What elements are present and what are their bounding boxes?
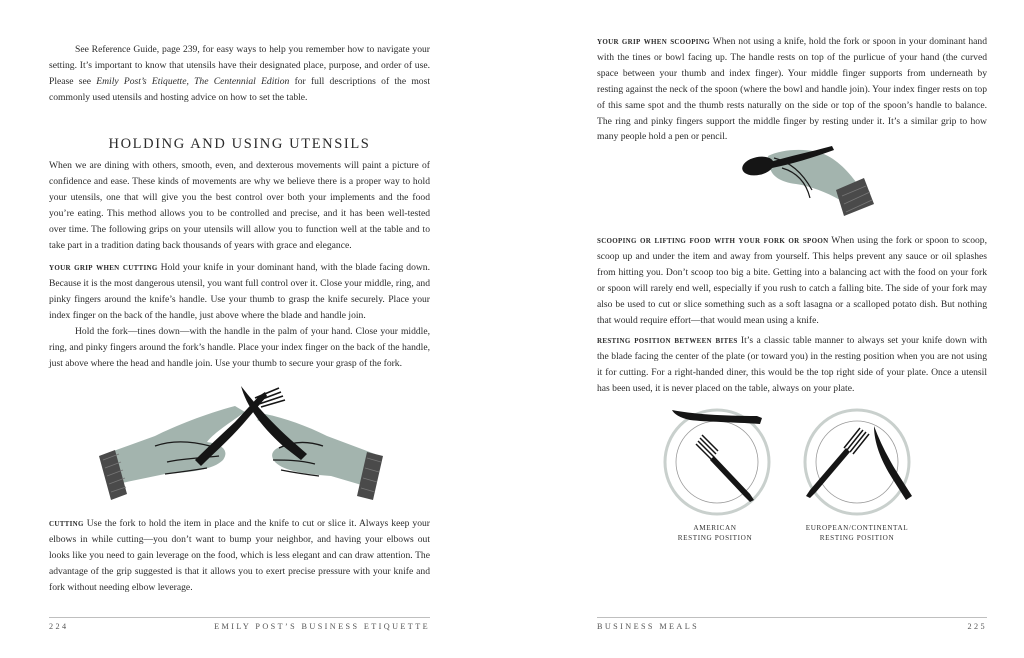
run-in-head: scooping or lifting food with your fork or spoon bbox=[597, 235, 829, 246]
paragraph-scooping-lifting bbox=[597, 233, 987, 328]
paragraph-cutting bbox=[49, 516, 430, 596]
paragraph-text: Hold your knife in your dominant hand, with the blade facing down. Because it is the most dangerous utensil, you want full control over it. Close your middle, ring, and pinky fingers around the knife’s handle. Use your thumb to grasp the knife securely. Place your index finger on the back of the handle, just above where the blade and handle join. bbox=[49, 262, 431, 321]
intro-text: See Reference Guide, page 239, for easy ways to help you remember how to navigate your setting. It’s important to know that utensils have their designated place, purpose, and order of use. Please see bbox=[49, 44, 430, 87]
american-resting-position-illustration bbox=[662, 404, 772, 514]
running-title: EMILY POST’S BUSINESS ETIQUETTE bbox=[214, 622, 430, 631]
run-in-head: cutting bbox=[49, 518, 84, 529]
american-caption bbox=[660, 523, 770, 543]
paragraph-resting bbox=[597, 333, 987, 397]
paragraph-text: When using the fork or spoon to scoop, scoop up and under the item and away from yourself. This helps prevent any sauce or oil splashes from hitting you. Don’t scoop too big a bite. Getting into a balancing act with the food on your fork or spoon will rarely end well, especially if you rush to catch a falling bite. The side of your fork may also be used to cut or slice something such as a soft lasagna or a scalloped potato dish. But nothing that would require effort—that would mean using a knife. bbox=[597, 235, 987, 326]
running-title: BUSINESS MEALS bbox=[597, 622, 700, 631]
caption-line: RESTING POSITION bbox=[819, 534, 895, 542]
intro-text-end: for full descriptions of the most commonly used utensils and hosting advice on how to set the table. bbox=[49, 75, 430, 103]
page-number: 224 bbox=[49, 622, 69, 631]
book-title-italic: Emily Post’s Etiquette, The Centennial Edition bbox=[96, 75, 290, 87]
run-in-head: resting position between bites bbox=[597, 335, 738, 346]
left-hand-with-fork bbox=[99, 388, 285, 500]
right-page bbox=[512, 0, 1024, 658]
paragraph-text: When not using a knife, hold the fork or spoon in your dominant hand with the tines or bowl facing up. The handle rests on top of the purlicue of your hand (the curved space between your thumb and index finger). Your middle finger supports from underneath by resting against the neck of the spoon (where the bowl and handle join). Your index finger rests on top of this same spot and the thumb rests naturally on the side or top of the spoon’s handle to balance. The ring and pinky fingers support the middle finger by resting under it. It’s a similar grip to how many people hold a pen or pencil. bbox=[597, 36, 987, 143]
footer-rule bbox=[597, 617, 987, 618]
page-number: 225 bbox=[967, 622, 987, 631]
footer-rule bbox=[49, 617, 430, 618]
caption-line: EUROPEAN/CONTINENTAL bbox=[805, 524, 909, 532]
caption-line: AMERICAN bbox=[693, 524, 737, 532]
paragraph-intro-holding: When we are dining with others, smooth, even, and dexterous movements will paint a picture of confidence and ease. These kinds of movements are why we believe there is a proper way to hold your utensils, one that will give you the best control over both your implements and the food you’re eating. This method allows you to be controlled and precise, and it has been well-tested over time. The following grips on your utensils will allow you to function well at the table and to take part in a tradition dating back thousands of years with grace and elegance. bbox=[49, 160, 430, 251]
paragraph-grip-scooping bbox=[597, 34, 987, 145]
hands-holding-fork-and-knife-illustration bbox=[95, 384, 385, 506]
hand-holding-spoon-illustration bbox=[740, 142, 880, 222]
section-heading: HOLDING AND USING UTENSILS bbox=[108, 136, 371, 152]
paragraph-text: It’s a classic table manner to always set your knife down with the blade facing the center of the plate (or toward you) in the resting position when you are not using it for cutting. For a right-handed diner, this would be the top right side of your plate. Once a utensil has been used, it is never placed on the table, always on your plate. bbox=[597, 335, 987, 394]
paragraph-grip-fork: Hold the fork—tines down—with the handle in the palm of your hand. Close your middle, ring, and pinky fingers around the fork’s handle. Place your index finger on the back of the handle, just above where the head and handle join. Use your thumb to secure your grasp of the fork. bbox=[49, 326, 430, 369]
intro-paragraph bbox=[49, 42, 430, 106]
paragraph-text: Use the fork to hold the item in place and the knife to cut or slice it. Always keep your elbows in while cutting—you don’t want to bump your neighbor, and having your elbows out looks like you need to gain leverage on the food, which is less elegant and can draw attention. The advantage of the grip suggested is that it allows you to exert precise pressure with your knife and fork without needing elbow leverage. bbox=[49, 518, 430, 593]
run-in-head: your grip when scooping bbox=[597, 36, 710, 47]
caption-line: RESTING POSITION bbox=[677, 534, 753, 542]
run-in-head: your grip when cutting bbox=[49, 262, 158, 273]
paragraph-grip-cutting bbox=[49, 260, 430, 324]
european-resting-position-illustration bbox=[802, 404, 912, 514]
european-caption bbox=[787, 523, 927, 543]
